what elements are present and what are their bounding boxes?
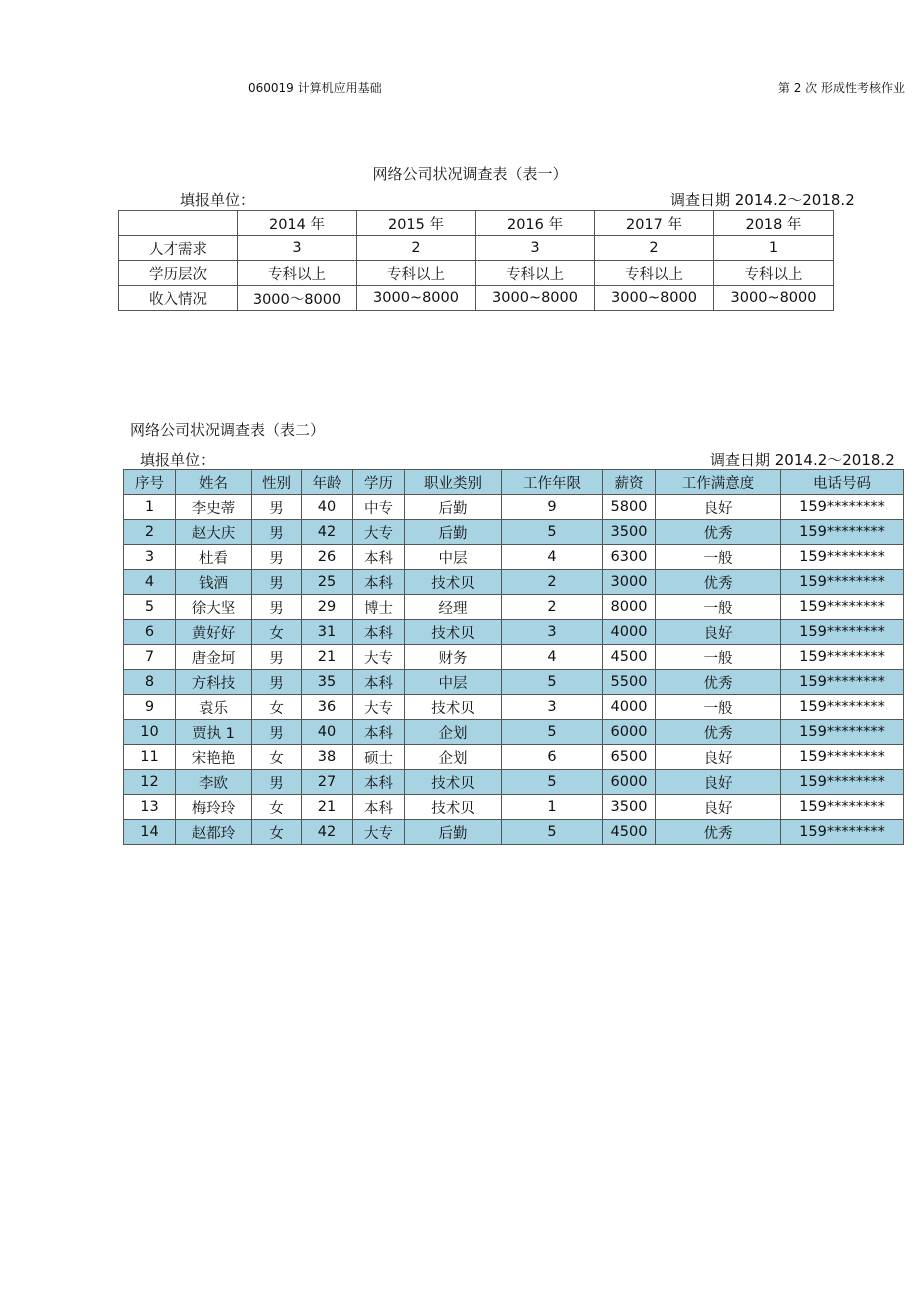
table-row	[124, 770, 904, 795]
table2-cell-phone: 159********	[781, 595, 904, 620]
table2-cell-education: 博士	[353, 595, 405, 620]
table2-cell-gender: 女	[252, 745, 302, 770]
table2-cell-gender: 男	[252, 770, 302, 795]
table2-cell-phone: 159********	[781, 495, 904, 520]
table1-cell: 3	[238, 236, 357, 261]
table2-cell-education: 本科	[353, 720, 405, 745]
table2-cell-satisfaction: 一般	[656, 545, 781, 570]
table2-column-header: 序号	[124, 470, 176, 495]
table2-cell-phone: 159********	[781, 795, 904, 820]
table2-column-header: 姓名	[176, 470, 252, 495]
table2-cell-education: 本科	[353, 770, 405, 795]
table2-cell-job: 技术贝	[405, 770, 502, 795]
table2-cell-salary: 6000	[603, 720, 656, 745]
table2-cell-gender: 女	[252, 620, 302, 645]
table2-cell-years: 3	[502, 620, 603, 645]
table2-cell-years: 4	[502, 545, 603, 570]
table2-cell-years: 5	[502, 770, 603, 795]
table1-year-header: 2015 年	[357, 211, 476, 236]
table2-cell-education: 中专	[353, 495, 405, 520]
table2-cell-education: 本科	[353, 570, 405, 595]
table2-unit-label: 填报单位：	[140, 451, 216, 469]
table2-cell-years: 5	[502, 820, 603, 845]
table2-cell-name: 唐金坷	[176, 645, 252, 670]
table-row	[124, 570, 904, 595]
table2-cell-job: 技术贝	[405, 620, 502, 645]
table2-cell-years: 5	[502, 670, 603, 695]
table2-column-header: 职业类别	[405, 470, 502, 495]
table2-cell-gender: 男	[252, 670, 302, 695]
table2-cell-education: 大专	[353, 820, 405, 845]
table-row	[124, 545, 904, 570]
table2-cell-age: 38	[302, 745, 353, 770]
table2-cell-satisfaction: 良好	[656, 795, 781, 820]
table1-cell: 2	[595, 236, 714, 261]
table2-cell-years: 3	[502, 695, 603, 720]
assignment-header: 第 2 次 形成性考核作业	[777, 81, 905, 95]
table2-cell-name: 方科技	[176, 670, 252, 695]
table1-cell: 3000~8000	[476, 286, 595, 311]
table2-cell-phone: 159********	[781, 820, 904, 845]
table2-cell-age: 26	[302, 545, 353, 570]
table-row	[124, 520, 904, 545]
table2-cell-job: 企划	[405, 720, 502, 745]
table2-cell-name: 梅玲玲	[176, 795, 252, 820]
table2-cell-age: 40	[302, 495, 353, 520]
table2-cell-gender: 男	[252, 595, 302, 620]
table2-cell-gender: 男	[252, 520, 302, 545]
table1-cell: 3000~8000	[595, 286, 714, 311]
table2-cell-salary: 4500	[603, 645, 656, 670]
table2-cell-salary: 5800	[603, 495, 656, 520]
table2-cell-id: 4	[124, 570, 176, 595]
table2-cell-name: 黄好好	[176, 620, 252, 645]
table2-cell-phone: 159********	[781, 745, 904, 770]
table1-cell: 专科以上	[714, 261, 834, 286]
table2-cell-years: 2	[502, 570, 603, 595]
table2-cell-satisfaction: 优秀	[656, 520, 781, 545]
table1-year-header: 2016 年	[476, 211, 595, 236]
table2-cell-phone: 159********	[781, 645, 904, 670]
table2-cell-id: 2	[124, 520, 176, 545]
table2-cell-salary: 8000	[603, 595, 656, 620]
table-row	[124, 745, 904, 770]
table2-cell-age: 27	[302, 770, 353, 795]
table-row	[124, 670, 904, 695]
table2-cell-satisfaction: 优秀	[656, 820, 781, 845]
table2-cell-job: 企划	[405, 745, 502, 770]
table2-cell-salary: 4000	[603, 620, 656, 645]
table2-column-header: 电话号码	[781, 470, 904, 495]
table2-cell-satisfaction: 良好	[656, 495, 781, 520]
table1-cell: 3000~8000	[357, 286, 476, 311]
table2-cell-job: 中层	[405, 545, 502, 570]
table1-cell: 专科以上	[476, 261, 595, 286]
table2-cell-satisfaction: 一般	[656, 645, 781, 670]
table2-cell-satisfaction: 良好	[656, 620, 781, 645]
table-row	[124, 795, 904, 820]
table2-cell-salary: 4000	[603, 695, 656, 720]
table2-cell-job: 财务	[405, 645, 502, 670]
table1-cell: 3000~8000	[714, 286, 834, 311]
table2-cell-satisfaction: 一般	[656, 695, 781, 720]
table2-cell-satisfaction: 优秀	[656, 670, 781, 695]
table2-cell-age: 35	[302, 670, 353, 695]
table2-cell-gender: 男	[252, 545, 302, 570]
table1-date-label: 调查日期 2014.2〜2018.2	[670, 191, 855, 209]
course-header: 060019 计算机应用基础	[248, 81, 382, 95]
table2-cell-id: 5	[124, 595, 176, 620]
table2-cell-years: 5	[502, 720, 603, 745]
table2-cell-satisfaction: 良好	[656, 770, 781, 795]
table2-cell-id: 10	[124, 720, 176, 745]
table2-cell-phone: 159********	[781, 545, 904, 570]
table2-cell-satisfaction: 优秀	[656, 720, 781, 745]
table-row	[124, 620, 904, 645]
table2-cell-id: 11	[124, 745, 176, 770]
table2-cell-salary: 6500	[603, 745, 656, 770]
table-row	[124, 645, 904, 670]
table1-corner-cell	[119, 211, 238, 236]
table2-cell-job: 后勤	[405, 495, 502, 520]
survey-table-2	[123, 469, 904, 845]
table2-cell-age: 40	[302, 720, 353, 745]
table2-column-header: 学历	[353, 470, 405, 495]
table2-cell-job: 技术贝	[405, 795, 502, 820]
table2-cell-name: 钱酒	[176, 570, 252, 595]
table2-cell-education: 大专	[353, 520, 405, 545]
table2-cell-salary: 3000	[603, 570, 656, 595]
table2-cell-phone: 159********	[781, 770, 904, 795]
table2-date-label: 调查日期 2014.2〜2018.2	[710, 451, 895, 469]
table2-cell-name: 徐大坚	[176, 595, 252, 620]
table2-cell-age: 36	[302, 695, 353, 720]
table2-cell-education: 本科	[353, 620, 405, 645]
table2-cell-phone: 159********	[781, 570, 904, 595]
table2-cell-name: 赵都玲	[176, 820, 252, 845]
table2-cell-job: 中层	[405, 670, 502, 695]
table2-cell-gender: 男	[252, 645, 302, 670]
table2-cell-years: 6	[502, 745, 603, 770]
table2-cell-education: 本科	[353, 670, 405, 695]
survey-table-1	[118, 210, 834, 311]
table2-cell-satisfaction: 一般	[656, 595, 781, 620]
table1-row-label: 学历层次	[119, 261, 238, 286]
table2-cell-id: 3	[124, 545, 176, 570]
table2-cell-education: 本科	[353, 795, 405, 820]
table1-cell: 3	[476, 236, 595, 261]
table2-cell-years: 2	[502, 595, 603, 620]
table1-title: 网络公司状况调查表（表一）	[372, 165, 568, 183]
table2-header-row	[124, 470, 904, 495]
table2-column-header: 薪资	[603, 470, 656, 495]
table2-cell-name: 李欧	[176, 770, 252, 795]
table1-year-header: 2018 年	[714, 211, 834, 236]
table2-cell-years: 5	[502, 520, 603, 545]
table1-cell: 专科以上	[357, 261, 476, 286]
table1-row-label: 人才需求	[119, 236, 238, 261]
table2-cell-gender: 男	[252, 495, 302, 520]
table2-cell-years: 4	[502, 645, 603, 670]
table2-cell-gender: 男	[252, 570, 302, 595]
table2-cell-gender: 男	[252, 720, 302, 745]
table2-cell-job: 技术贝	[405, 695, 502, 720]
table1-row-income	[119, 286, 834, 311]
table1-cell: 专科以上	[238, 261, 357, 286]
table2-cell-job: 技术贝	[405, 570, 502, 595]
table2-cell-id: 7	[124, 645, 176, 670]
table-row	[124, 695, 904, 720]
table2-cell-id: 8	[124, 670, 176, 695]
table2-cell-phone: 159********	[781, 520, 904, 545]
table1-row-label: 收入情况	[119, 286, 238, 311]
table2-cell-name: 宋艳艳	[176, 745, 252, 770]
table2-cell-id: 1	[124, 495, 176, 520]
table2-cell-id: 12	[124, 770, 176, 795]
table-row	[124, 820, 904, 845]
table2-cell-name: 李史蒂	[176, 495, 252, 520]
table1-unit-label: 填报单位：	[180, 191, 256, 209]
table1-year-header: 2014 年	[238, 211, 357, 236]
table2-cell-name: 袁乐	[176, 695, 252, 720]
table2-cell-age: 42	[302, 520, 353, 545]
table2-cell-salary: 6300	[603, 545, 656, 570]
table-row	[124, 495, 904, 520]
table2-cell-age: 21	[302, 645, 353, 670]
table2-cell-job: 后勤	[405, 820, 502, 845]
table1-cell: 专科以上	[595, 261, 714, 286]
table2-cell-salary: 3500	[603, 795, 656, 820]
table-row	[124, 720, 904, 745]
table-row	[124, 595, 904, 620]
table2-cell-salary: 4500	[603, 820, 656, 845]
table1-year-header: 2017 年	[595, 211, 714, 236]
table2-cell-education: 硕士	[353, 745, 405, 770]
table2-cell-education: 大专	[353, 645, 405, 670]
table2-column-header: 工作年限	[502, 470, 603, 495]
table2-cell-salary: 6000	[603, 770, 656, 795]
table2-cell-age: 21	[302, 795, 353, 820]
table1-header-row	[119, 211, 834, 236]
table2-cell-id: 6	[124, 620, 176, 645]
table2-cell-id: 13	[124, 795, 176, 820]
table1-cell: 2	[357, 236, 476, 261]
table2-column-header: 工作满意度	[656, 470, 781, 495]
table2-cell-phone: 159********	[781, 720, 904, 745]
table2-column-header: 年龄	[302, 470, 353, 495]
table2-cell-age: 25	[302, 570, 353, 595]
table2-cell-age: 42	[302, 820, 353, 845]
table2-cell-satisfaction: 优秀	[656, 570, 781, 595]
table2-cell-name: 杜看	[176, 545, 252, 570]
table2-cell-name: 贾执 1	[176, 720, 252, 745]
table2-cell-education: 本科	[353, 545, 405, 570]
table2-cell-job: 经理	[405, 595, 502, 620]
table2-cell-salary: 5500	[603, 670, 656, 695]
table1-row-talent-demand	[119, 236, 834, 261]
table2-cell-id: 14	[124, 820, 176, 845]
table2-title: 网络公司状况调查表（表二）	[130, 421, 326, 439]
table2-cell-years: 1	[502, 795, 603, 820]
table2-cell-salary: 3500	[603, 520, 656, 545]
table1-cell: 1	[714, 236, 834, 261]
table1-row-education	[119, 261, 834, 286]
table2-column-header: 性别	[252, 470, 302, 495]
table2-cell-id: 9	[124, 695, 176, 720]
table2-cell-age: 31	[302, 620, 353, 645]
table1-cell: 3000〜8000	[238, 286, 357, 311]
table2-cell-years: 9	[502, 495, 603, 520]
table2-cell-phone: 159********	[781, 695, 904, 720]
table2-cell-gender: 女	[252, 795, 302, 820]
table2-cell-gender: 女	[252, 695, 302, 720]
table2-cell-age: 29	[302, 595, 353, 620]
table2-cell-gender: 女	[252, 820, 302, 845]
table2-cell-phone: 159********	[781, 620, 904, 645]
table2-cell-education: 大专	[353, 695, 405, 720]
table2-cell-satisfaction: 良好	[656, 745, 781, 770]
table2-cell-phone: 159********	[781, 670, 904, 695]
table2-cell-job: 后勤	[405, 520, 502, 545]
table2-cell-name: 赵大庆	[176, 520, 252, 545]
